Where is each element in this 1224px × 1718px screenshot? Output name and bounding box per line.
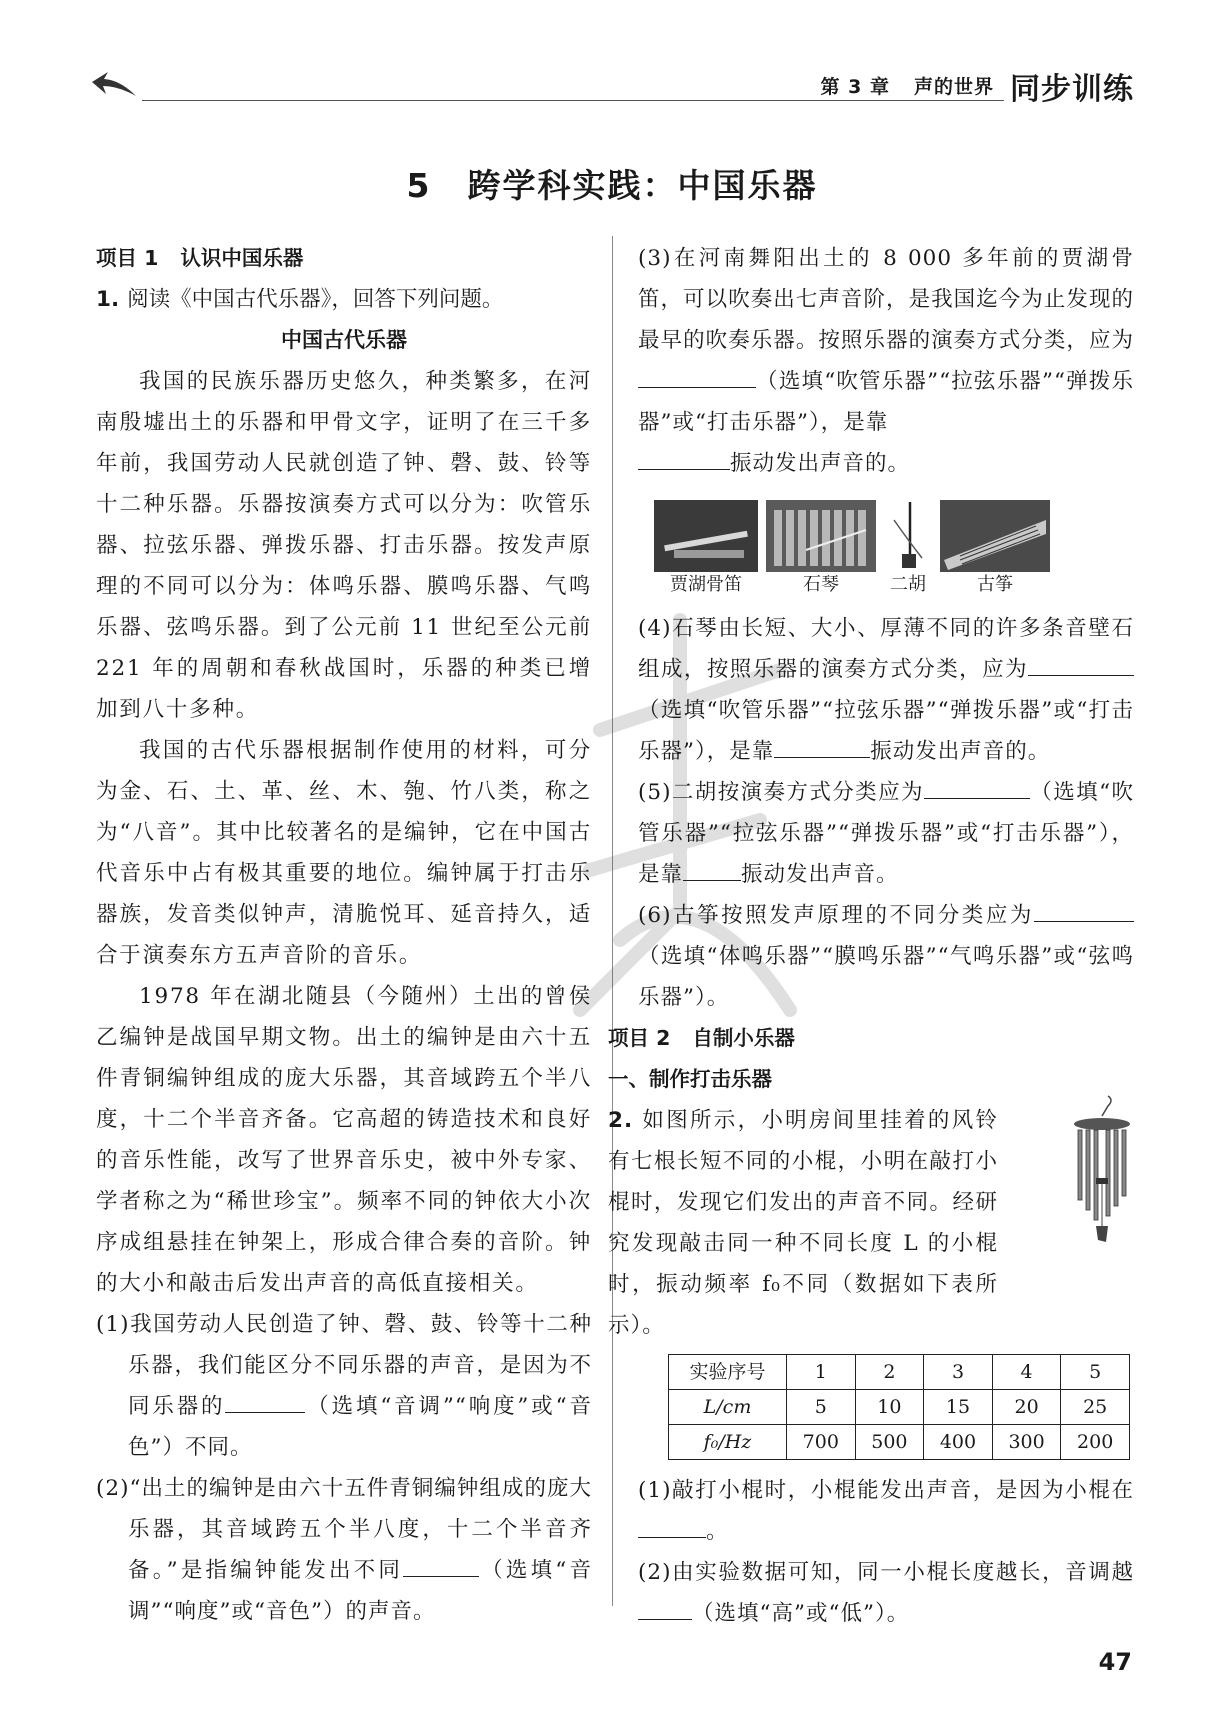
answer-blank[interactable]	[638, 1594, 692, 1620]
question-2-sub-1: (1)敲打小棍时，小棍能发出声音，是因为小棍在。	[638, 1478, 1134, 1544]
table-cell: 700	[787, 1425, 856, 1460]
table-cell: 实验序号	[669, 1355, 787, 1390]
answer-blank[interactable]	[1028, 650, 1134, 676]
section-heading-1: 项目 1 认识中国乐器	[96, 246, 304, 270]
wind-chime-icon	[1068, 1094, 1134, 1244]
page-header	[90, 62, 1134, 106]
question-1-sub-3: (3)在河南舞阳出土的 8 000 多年前的贾湖骨笛，可以吹奏出七声音阶，是我国迄今为止发现的最早的吹奏乐器。按照乐器的演奏方式分类，应为（选填“吹管乐器”“拉弦乐器”“弹拨乐器”或“打击乐器”），是靠 振动发出声音的。	[638, 246, 1134, 476]
page-number: 47	[1098, 1648, 1132, 1676]
question-1-sub-1: (1)我国劳动人民创造了钟、磬、鼓、铃等十二种乐器，我们能区分不同乐器的声音，是因为不同乐器的 （选填“音调”“响度”或“音色”）不同。	[96, 1312, 592, 1460]
table-cell: 2	[855, 1355, 924, 1390]
answer-blank[interactable]	[683, 855, 741, 881]
table-cell: 200	[1061, 1425, 1130, 1460]
question-2	[608, 1100, 1134, 1346]
photo-caption: 贾湖骨笛	[670, 574, 742, 595]
table-cell: f₀/Hz	[669, 1425, 787, 1460]
table-row	[669, 1355, 1130, 1390]
table-cell: 25	[1061, 1390, 1130, 1425]
answer-blank[interactable]	[403, 1551, 479, 1577]
question-1-sub-5: (5)二胡按演奏方式分类应为 （选填“吹管乐器”“拉弦乐器”“弹拨乐器”或“打击乐器”），是靠 振动发出声音。	[638, 772, 1134, 895]
table-cell: 5	[1061, 1355, 1130, 1390]
table-cell: 20	[992, 1390, 1061, 1425]
article-title: 中国古代乐器	[281, 328, 407, 352]
photo-caption: 石琴	[803, 574, 839, 595]
page-title	[0, 160, 1224, 207]
erhu-photo	[888, 500, 928, 572]
article-paragraph-3: 1978 年在湖北随县（今随州）土出的曾侯乙编钟是战国早期文物。出土的编钟是由六十五件青铜编钟组成的庞大乐器，其音域跨五个半八度，十二个半音齐备。它高超的铸造技术和良好的音乐性能，改写了世界音乐史，被中外专家、学者称之为“稀世珍宝”。频率不同的钟依大小次序成组悬挂在钟架上，形成合律合奏的音阶。钟的大小和敲击后发出声音的高低直接相关。	[96, 984, 592, 1296]
guzheng-photo	[940, 500, 1050, 572]
series-brand: 同步训练	[1010, 72, 1134, 107]
question-1-sub-4: (4)石琴由长短、大小、厚薄不同的许多条音壁石组成，按照乐器的演奏方式分类，应为（选填“吹管乐器”“拉弦乐器”“弹拨乐器”或“打击乐器”），是靠 振动发出声音的。	[638, 616, 1134, 764]
question-1-sub-2: (2)“出土的编钟是由六十五件青铜编钟组成的庞大乐器，其音域跨五个半八度，十二个半音齐备。”是指编钟能发出不同 （选填“音调”“响度”或“音色”）的声音。	[96, 1476, 592, 1624]
photo-caption: 古筝	[977, 574, 1013, 595]
article-paragraph-1: 我国的民族乐器历史悠久，种类繁多，在河南殷墟出土的乐器和甲骨文字，证明了在三千多年前，我国劳动人民就创造了钟、磬、鼓、铃等十二种乐器。乐器按演奏方式可以分为：吹管乐器、拉弦乐器、弹拨乐器、打击乐器。按发声原理的不同可以分为：体鸣乐器、膜鸣乐器、气鸣乐器、弦鸣乐器。到了公元前 11 世纪至公元前 221 年的周朝和春秋战国时，乐器的种类已增加到八十多种。	[96, 369, 592, 722]
bone-flute-photo	[654, 500, 758, 572]
question-1-prompt: 1. 阅读《中国古代乐器》，回答下列问题。	[96, 287, 504, 312]
answer-blank[interactable]	[638, 1512, 706, 1538]
lesson-number: 5	[406, 166, 432, 205]
answer-blank[interactable]	[225, 1387, 305, 1413]
chapter-label: 第 3 章 声的世界	[820, 76, 994, 98]
instrument-photos	[638, 490, 1134, 608]
experiment-table	[668, 1354, 1130, 1460]
table-cell: 500	[855, 1425, 924, 1460]
table-cell: 10	[855, 1390, 924, 1425]
answer-blank[interactable]	[638, 362, 756, 388]
answer-blank[interactable]	[924, 773, 1030, 799]
table-cell: 5	[787, 1390, 856, 1425]
table-cell: 15	[924, 1390, 993, 1425]
table-row	[669, 1390, 1130, 1425]
table-cell: L/cm	[669, 1390, 787, 1425]
question-2-sub-2: (2)由实验数据可知，同一小棍长度越长，音调越（选填“高”或“低”）。	[638, 1560, 1134, 1626]
answer-blank[interactable]	[1034, 896, 1134, 922]
article-paragraph-2: 我国的古代乐器根据制作使用的材料，可分为金、石、土、革、丝、木、匏、竹八类，称之为“八音”。其中比较著名的是编钟，它在中国古代音乐中占有极其重要的地位。编钟属于打击乐器族，发音类似钟声，清脆悦耳、延音持久，适合于演奏东方五声音阶的音乐。	[96, 738, 592, 968]
section-heading-2: 项目 2 自制小乐器	[608, 1026, 795, 1050]
part-heading: 一、制作打击乐器	[608, 1067, 772, 1091]
table-cell: 1	[787, 1355, 856, 1390]
left-column	[96, 238, 592, 1632]
photo-caption: 二胡	[890, 574, 926, 595]
header-rule	[142, 100, 1004, 101]
right-column	[608, 238, 1134, 1634]
stone-chime-photo	[766, 500, 876, 572]
arrow-swoosh-icon	[90, 68, 138, 100]
table-cell: 3	[924, 1355, 993, 1390]
answer-blank[interactable]	[774, 732, 870, 758]
table-cell: 400	[924, 1425, 993, 1460]
table-cell: 4	[992, 1355, 1061, 1390]
answer-blank[interactable]	[638, 444, 730, 470]
table-row	[669, 1425, 1130, 1460]
table-cell: 300	[992, 1425, 1061, 1460]
question-1-sub-6: (6)古筝按照发声原理的不同分类应为（选填“体鸣乐器”“膜鸣乐器”“气鸣乐器”或“弦鸣乐器”）。	[638, 895, 1134, 1018]
lesson-title: 跨学科实践：中国乐器	[467, 166, 818, 205]
question-2-prompt: 2. 如图所示，小明房间里挂着的风铃有七根长短不同的小棍，小明在敲打小棍时，发现它们发出的声音不同。经研究发现敲击同一种不同长度 L 的小棍时，振动频率 f₀不同（数据如下表所示）。	[608, 1108, 998, 1338]
